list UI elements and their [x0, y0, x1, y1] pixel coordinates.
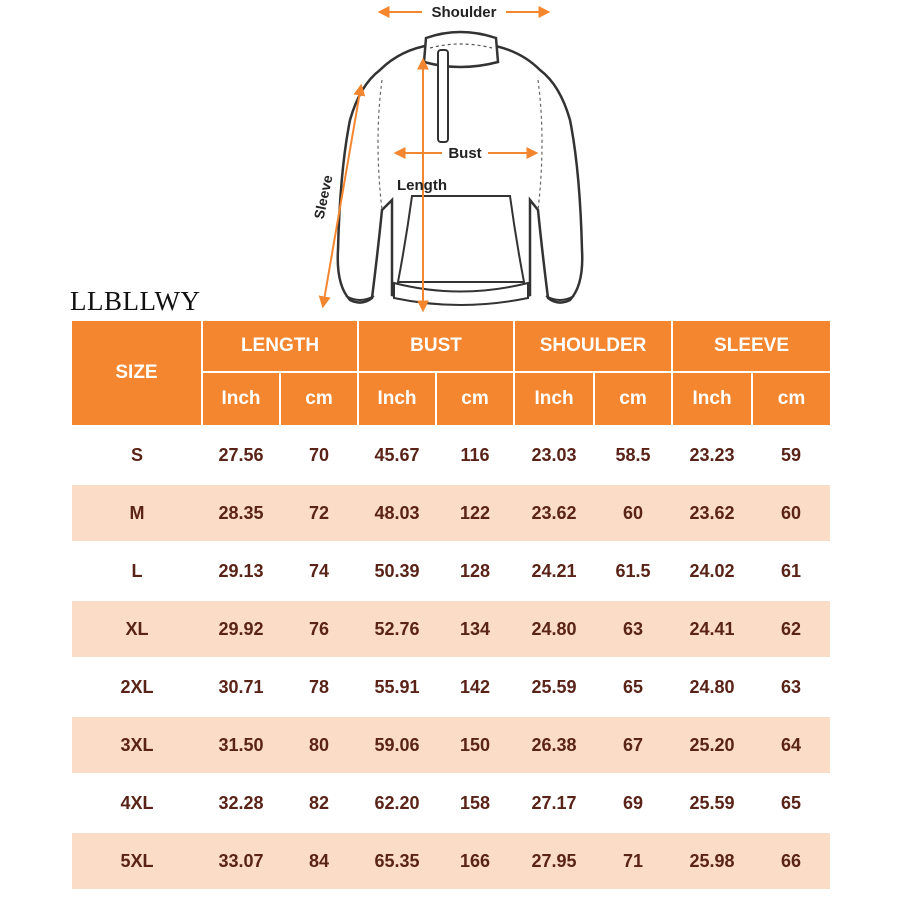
value-cell: 27.17 [514, 774, 594, 832]
value-cell: 29.92 [202, 600, 280, 658]
unit-header: Inch [672, 372, 752, 426]
value-cell: 61.5 [594, 542, 672, 600]
value-cell: 32.28 [202, 774, 280, 832]
value-cell: 61 [752, 542, 830, 600]
unit-header: Inch [514, 372, 594, 426]
unit-header: cm [752, 372, 830, 426]
value-cell: 122 [436, 484, 514, 542]
size-cell: 3XL [72, 716, 202, 774]
value-cell: 30.71 [202, 658, 280, 716]
size-cell: 5XL [72, 832, 202, 890]
value-cell: 31.50 [202, 716, 280, 774]
value-cell: 84 [280, 832, 358, 890]
value-cell: 25.20 [672, 716, 752, 774]
header-length: LENGTH [202, 321, 358, 372]
value-cell: 78 [280, 658, 358, 716]
value-cell: 65 [594, 658, 672, 716]
value-cell: 70 [280, 426, 358, 484]
sweatshirt-collar [424, 32, 498, 67]
value-cell: 24.80 [672, 658, 752, 716]
value-cell: 76 [280, 600, 358, 658]
table-row [72, 426, 830, 484]
table-row [72, 484, 830, 542]
size-chart-table [72, 321, 830, 891]
bust-label: Bust [448, 145, 482, 162]
unit-header: Inch [202, 372, 280, 426]
size-cell: S [72, 426, 202, 484]
value-cell: 45.67 [358, 426, 436, 484]
header-size: SIZE [72, 321, 202, 426]
value-cell: 71 [594, 832, 672, 890]
unit-header: cm [594, 372, 672, 426]
value-cell: 62 [752, 600, 830, 658]
value-cell: 63 [752, 658, 830, 716]
value-cell: 24.02 [672, 542, 752, 600]
size-cell: XL [72, 600, 202, 658]
value-cell: 59 [752, 426, 830, 484]
shoulder-label: Shoulder [431, 4, 497, 21]
size-cell: L [72, 542, 202, 600]
value-cell: 62.20 [358, 774, 436, 832]
value-cell: 23.62 [514, 484, 594, 542]
value-cell: 60 [594, 484, 672, 542]
header-sleeve: SLEEVE [672, 321, 830, 372]
value-cell: 150 [436, 716, 514, 774]
value-cell: 58.5 [594, 426, 672, 484]
value-cell: 24.21 [514, 542, 594, 600]
value-cell: 24.41 [672, 600, 752, 658]
value-cell: 74 [280, 542, 358, 600]
value-cell: 67 [594, 716, 672, 774]
value-cell: 65.35 [358, 832, 436, 890]
table-row [72, 542, 830, 600]
value-cell: 25.98 [672, 832, 752, 890]
size-cell: 2XL [72, 658, 202, 716]
value-cell: 52.76 [358, 600, 436, 658]
size-cell: M [72, 484, 202, 542]
value-cell: 24.80 [514, 600, 594, 658]
value-cell: 65 [752, 774, 830, 832]
value-cell: 33.07 [202, 832, 280, 890]
value-cell: 23.03 [514, 426, 594, 484]
size-cell: 4XL [72, 774, 202, 832]
value-cell: 80 [280, 716, 358, 774]
value-cell: 50.39 [358, 542, 436, 600]
sleeve-label: Sleeve [310, 173, 336, 221]
table-row [72, 658, 830, 716]
value-cell: 166 [436, 832, 514, 890]
value-cell: 66 [752, 832, 830, 890]
value-cell: 55.91 [358, 658, 436, 716]
unit-header: Inch [358, 372, 436, 426]
sweatshirt-diagram [290, 0, 620, 322]
zipper [438, 50, 448, 142]
value-cell: 82 [280, 774, 358, 832]
unit-header: cm [436, 372, 514, 426]
value-cell: 142 [436, 658, 514, 716]
value-cell: 48.03 [358, 484, 436, 542]
value-cell: 29.13 [202, 542, 280, 600]
header-bust: BUST [358, 321, 514, 372]
sweatshirt-illustration [290, 0, 620, 322]
value-cell: 27.95 [514, 832, 594, 890]
table-row [72, 716, 830, 774]
value-cell: 72 [280, 484, 358, 542]
brand-name: LLBLLWY [70, 286, 201, 316]
value-cell: 158 [436, 774, 514, 832]
header-shoulder: SHOULDER [514, 321, 672, 372]
value-cell: 69 [594, 774, 672, 832]
unit-header: cm [280, 372, 358, 426]
value-cell: 28.35 [202, 484, 280, 542]
value-cell: 116 [436, 426, 514, 484]
value-cell: 60 [752, 484, 830, 542]
value-cell: 25.59 [514, 658, 594, 716]
value-cell: 128 [436, 542, 514, 600]
kangaroo-pocket [398, 196, 524, 282]
value-cell: 63 [594, 600, 672, 658]
value-cell: 27.56 [202, 426, 280, 484]
value-cell: 59.06 [358, 716, 436, 774]
value-cell: 23.62 [672, 484, 752, 542]
value-cell: 23.23 [672, 426, 752, 484]
value-cell: 25.59 [672, 774, 752, 832]
length-label: Length [397, 177, 447, 194]
value-cell: 64 [752, 716, 830, 774]
table-row [72, 832, 830, 890]
value-cell: 134 [436, 600, 514, 658]
value-cell: 26.38 [514, 716, 594, 774]
table-row [72, 600, 830, 658]
table-row [72, 774, 830, 832]
